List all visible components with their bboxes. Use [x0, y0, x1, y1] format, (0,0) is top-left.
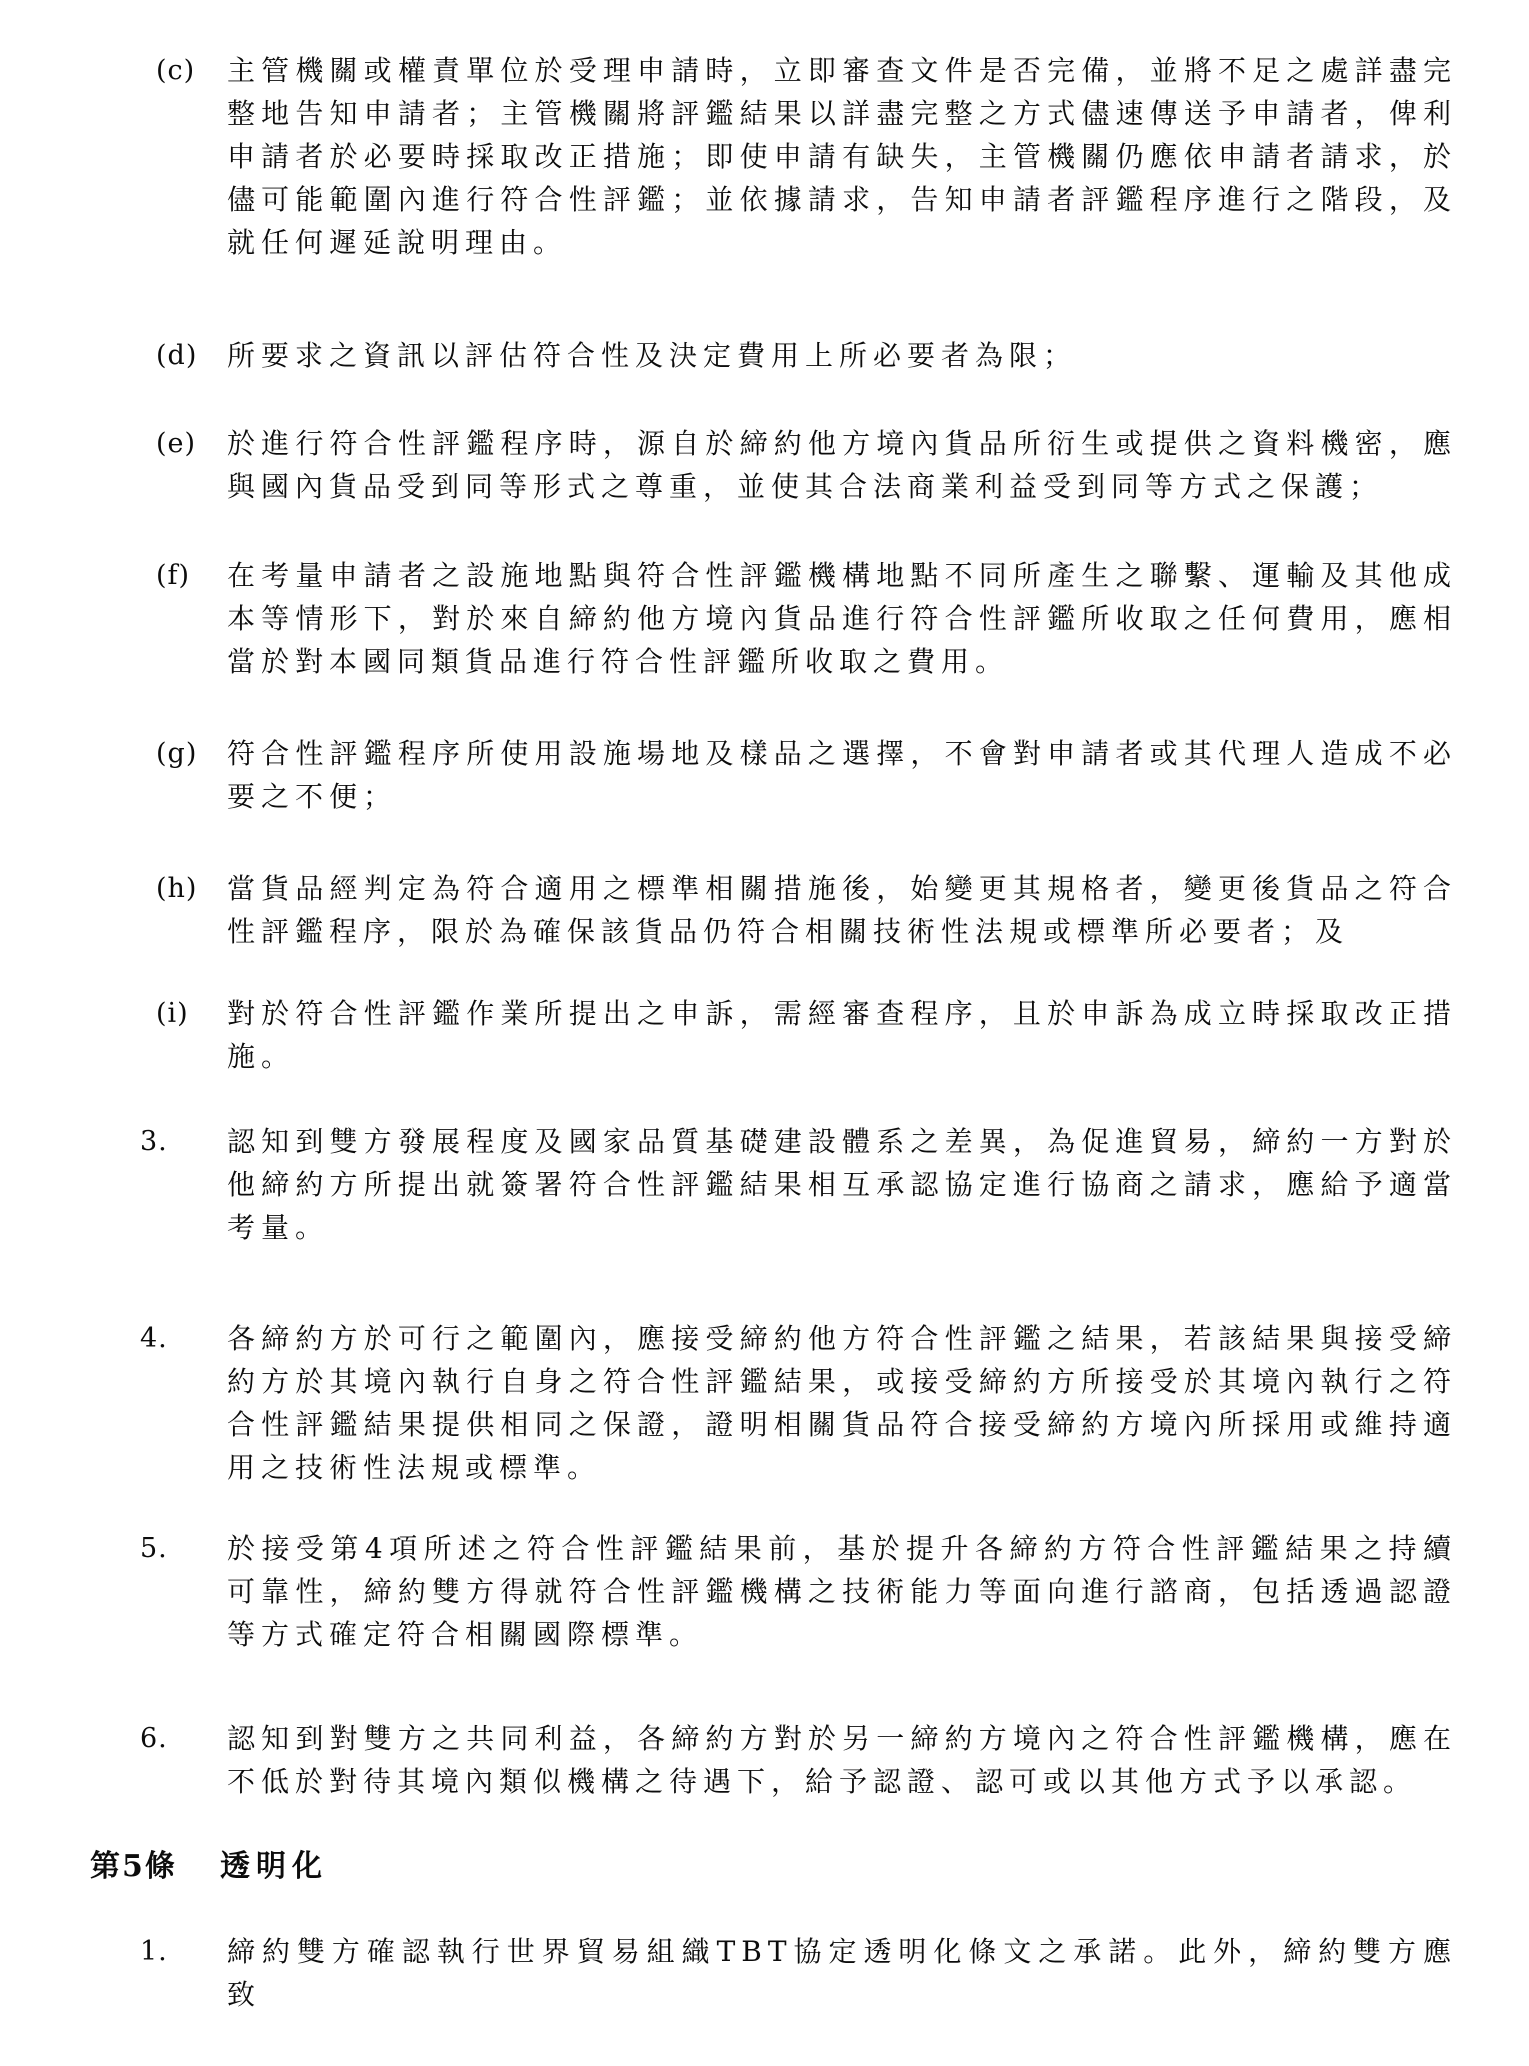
item-label-h: (h) — [156, 873, 198, 904]
item-label-i: (i) — [156, 998, 189, 1029]
item-label-g: (g) — [156, 738, 198, 769]
item-text-3: 認知到雙方發展程度及國家品質基礎建設體系之差異，為促進貿易，締約一方對於他締約方所提出就簽署符合性評鑑結果相互承認協定進行協商之請求，應給予適當考量。 — [227, 1125, 1457, 1244]
item-text-1: 締約雙方確認執行世界貿易組織TBT協定透明化條文之承諾。此外，締約雙方應致 — [227, 1935, 1457, 2011]
item-label-1: 1. — [140, 1936, 168, 1967]
item-text-5: 於接受第4項所述之符合性評鑑結果前，基於提升各締約方符合性評鑑結果之持續可靠性，締約雙方得就符合性評鑑機構之技術能力等面向進行諮商，包括透過認證等方式確定符合相關國際標準。 — [227, 1532, 1457, 1651]
item-label-4: 4. — [140, 1323, 168, 1354]
item-text-i: 對於符合性評鑑作業所提出之申訴，需經審查程序，且於申訴為成立時採取改正措施。 — [227, 997, 1457, 1073]
item-label-f: (f) — [156, 560, 191, 591]
item-label-d: (d) — [156, 340, 198, 371]
article-title: 透明化 — [220, 1849, 328, 1884]
item-label-3: 3. — [140, 1126, 168, 1157]
article-number: 第5條 — [90, 1849, 177, 1884]
item-text-c: 主管機關或權責單位於受理申請時，立即審查文件是否完備，並將不足之處詳盡完整地告知申請者；主管機關將評鑑結果以詳盡完整之方式儘速傳送予申請者，俾利申請者於必要時採取改正措施；即使申請有缺失，主管機關仍應依申請者請求，於儘可能範圍內進行符合性評鑑；並依據請求，告知申請者評鑑程序進行之階段，及就任何遲延說明理由。 — [227, 54, 1457, 259]
item-label-e: (e) — [156, 428, 197, 459]
item-label-6: 6. — [140, 1723, 168, 1754]
item-label-5: 5. — [140, 1533, 168, 1564]
item-text-g: 符合性評鑑程序所使用設施場地及樣品之選擇，不會對申請者或其代理人造成不必要之不便； — [227, 737, 1457, 813]
item-text-4: 各締約方於可行之範圍內，應接受締約他方符合性評鑑之結果，若該結果與接受締約方於其境內執行自身之符合性評鑑結果，或接受締約方所接受於其境內執行之符合性評鑑結果提供相同之保證，證明相關貨品符合接受締約方境內所採用或維持適用之技術性法規或標準。 — [227, 1322, 1457, 1484]
item-text-e: 於進行符合性評鑑程序時，源自於締約他方境內貨品所衍生或提供之資料機密，應與國內貨品受到同等形式之尊重，並使其合法商業利益受到同等方式之保護； — [227, 427, 1457, 503]
item-text-d: 所要求之資訊以評估符合性及決定費用上所必要者為限； — [227, 339, 1078, 372]
item-text-6: 認知到對雙方之共同利益，各締約方對於另一締約方境內之符合性評鑑機構，應在不低於對待其境內類似機構之待遇下，給予認證、認可或以其他方式予以承認。 — [227, 1722, 1457, 1798]
item-label-c: (c) — [156, 55, 196, 86]
item-text-f: 在考量申請者之設施地點與符合性評鑑機構地點不同所產生之聯繫、運輸及其他成本等情形下，對於來自締約他方境內貨品進行符合性評鑑所收取之任何費用，應相當於對本國同類貨品進行符合性評鑑所收取之費用。 — [227, 559, 1457, 678]
item-text-h: 當貨品經判定為符合適用之標準相關措施後，始變更其規格者，變更後貨品之符合性評鑑程序，限於為確保該貨品仍符合相關技術性法規或標準所必要者；及 — [227, 872, 1457, 948]
